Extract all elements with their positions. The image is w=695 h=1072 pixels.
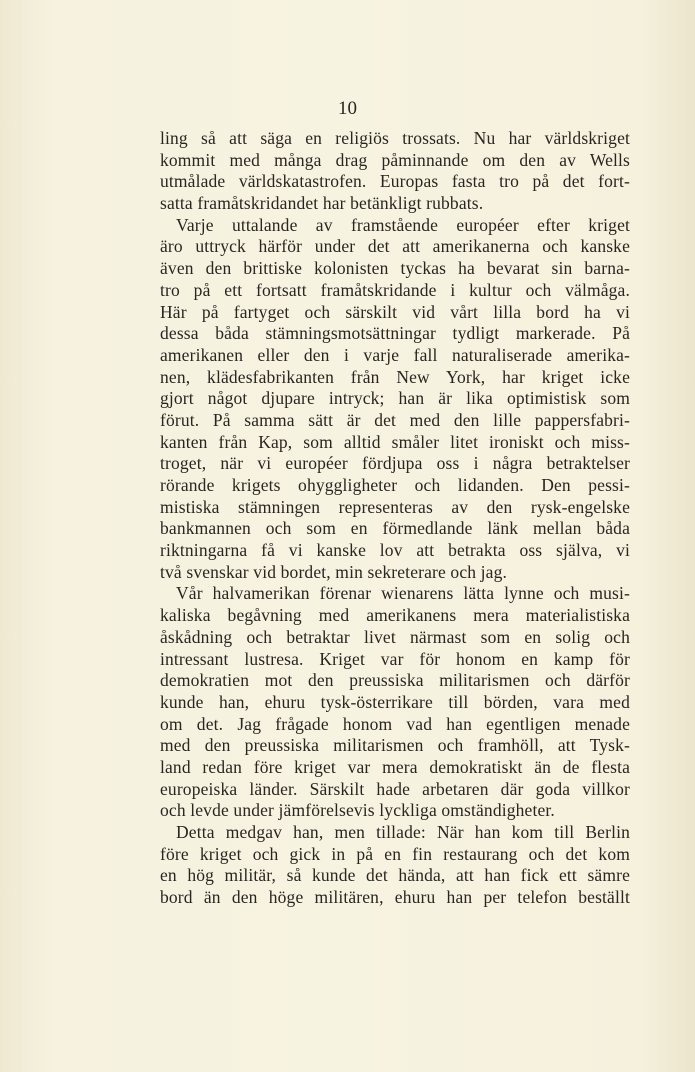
text-line: demokratien mot den preussiska militarismen och därför [160, 670, 630, 691]
text-line: bankmannen och som en förmedlande länk mellan båda [160, 518, 630, 539]
text-line: kunde han, ehuru tysk-österrikare till börden, vara med [160, 691, 630, 712]
text-line: ling så att säga en religiös trossats. Nu har världskriget [160, 128, 630, 148]
page-number: 10 [338, 98, 357, 119]
text-line: dessa båda stämningsmotsättningar tydligt markerade. På [160, 323, 630, 344]
text-line: land redan före kriget var mera demokratiskt än de flesta [160, 756, 630, 777]
text-line: riktningarna få vi kanske lov att betrakta oss själva, vi [160, 540, 630, 561]
text-line: Här på fartyget och särskilt vid vårt lilla bord ha vi [160, 301, 630, 322]
text-line: äro uttryck härför under det att amerikanerna och kanske [160, 236, 630, 257]
text-line: Detta medgav han, men tillade: När han kom till Berlin [176, 822, 630, 842]
text-line: två svenskar vid bordet, min sekreterare och jag. [160, 561, 508, 582]
text-line: intressant lustresa. Kriget var för honom en kamp för [160, 648, 630, 669]
text-line: före kriget och gick in på en fin restaurang och det kom [160, 843, 630, 864]
text-line: utmålade världskatastrofen. Europas fasta tro på det fort- [160, 171, 630, 192]
text-line: Varje uttalande av framstående européer efter kriget [176, 214, 630, 235]
text-line: rörande krigets ohyggligheter och lidanden. Den pessi- [160, 475, 630, 495]
text-line: förut. På samma sätt är det med den lille pappersfabri- [160, 409, 630, 430]
text-line: en hög militär, så kunde det hända, att han fick ett sämre [160, 865, 630, 886]
text-line: bord än den höge militären, ehuru han per telefon beställt [160, 887, 630, 908]
text-line: nen, klädesfabrikanten från New York, har kriget icke [160, 366, 630, 387]
text-line: åskådning och betraktar livet närmast som en solig och [160, 626, 630, 647]
text-line: även den brittiske kolonisten tyckas ha bevarat sin barna- [160, 258, 630, 279]
text-line: tro på ett fortsatt framåtskridande i kultur och välmåga. [160, 279, 630, 300]
text-line: Vår halvamerikan förenar wienarens lätta lynne och musi- [176, 583, 630, 604]
text-line: troget, när vi européer fördjupa oss i några betraktelser [160, 453, 630, 474]
text-line: med den preussiska militarismen och framhöll, att Tysk- [160, 735, 630, 756]
text-line: mistiska stämningen representeras av den rysk-engelske [160, 496, 630, 517]
text-line: europeiska länder. Särskilt hade arbetaren där goda villkor [160, 778, 630, 799]
text-line: om det. Jag frågade honom vad han egentligen menade [160, 713, 630, 734]
text-line: kaliska begåvning med amerikanens mera materialistiska [160, 605, 630, 626]
text-line: kommit med många drag påminnande om den av Wells [160, 149, 630, 170]
text-line: gjort något djupare intryck; han är lika optimistisk som [160, 388, 630, 409]
text-line: satta framåtskridandet har betänkligt rubbats. [160, 193, 484, 214]
text-line: och levde under jämförelsevis lyckliga omständigheter. [160, 800, 555, 821]
body-text [160, 128, 630, 909]
text-line: kanten från Kap, som alltid småler litet ironiskt och miss- [160, 431, 630, 452]
text-line: amerikanen eller den i varje fall naturaliserade amerika- [160, 344, 630, 365]
